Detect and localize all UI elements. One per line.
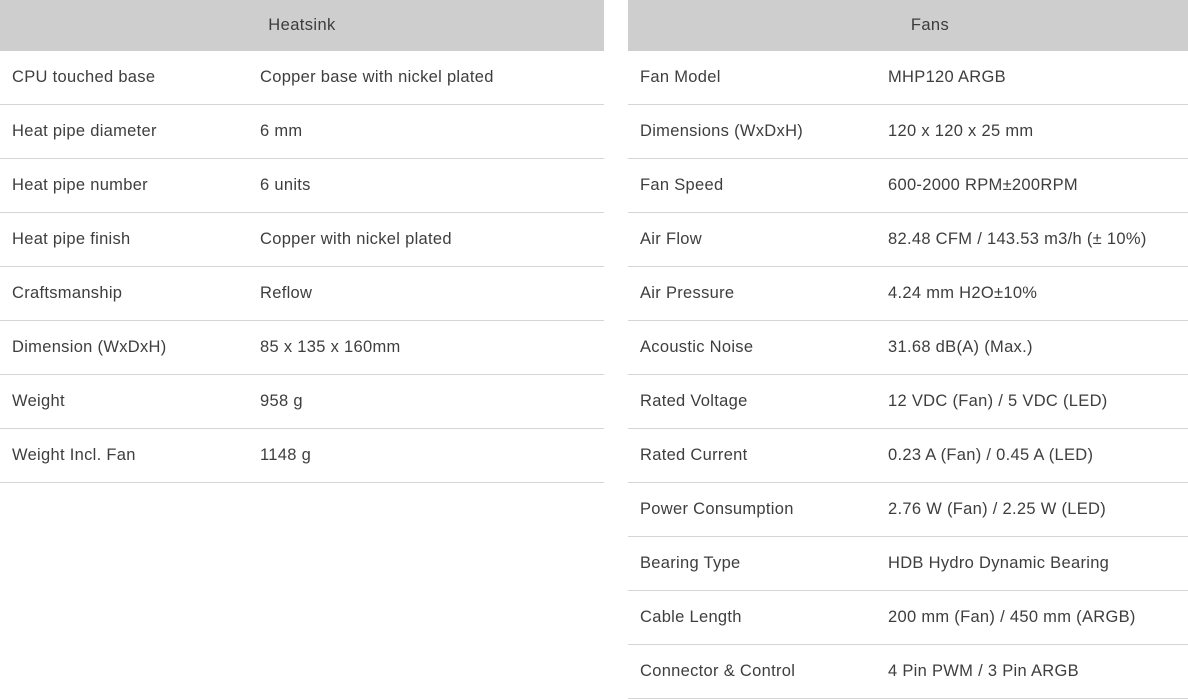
spec-label: Heat pipe number (12, 176, 148, 194)
table-row (0, 213, 604, 267)
table-row (628, 159, 1188, 213)
table-row (628, 483, 1188, 537)
spec-value: 12 VDC (Fan) / 5 VDC (LED) (888, 392, 1108, 410)
table-row (628, 321, 1188, 375)
spec-label: Weight Incl. Fan (12, 446, 136, 464)
spec-value: 6 mm (260, 122, 303, 140)
table-row (0, 105, 604, 159)
spec-label: Bearing Type (640, 554, 741, 572)
spec-value: Copper base with nickel plated (260, 68, 494, 86)
fans-table-header (628, 0, 1188, 51)
spec-label: Dimension (WxDxH) (12, 338, 167, 356)
spec-value: 120 x 120 x 25 mm (888, 122, 1034, 140)
spec-label: Fan Model (640, 68, 721, 86)
spec-label: Craftsmanship (12, 284, 123, 302)
spec-label: Heat pipe finish (12, 230, 131, 248)
heatsink-table-rows (0, 51, 604, 483)
spec-value: 31.68 dB(A) (Max.) (888, 338, 1033, 356)
table-row (628, 429, 1188, 483)
spec-value: 200 mm (Fan) / 450 mm (ARGB) (888, 608, 1136, 626)
spec-label: Connector & Control (640, 662, 796, 680)
spec-label: Weight (12, 392, 65, 410)
fans-table-title: Fans (910, 16, 950, 34)
table-row (0, 429, 604, 483)
table-row (628, 105, 1188, 159)
table-row (628, 51, 1188, 105)
table-row (628, 591, 1188, 645)
spec-label: Air Pressure (640, 284, 735, 302)
spec-label: Cable Length (640, 608, 742, 626)
spec-value: HDB Hydro Dynamic Bearing (888, 554, 1110, 572)
spec-label: Power Consumption (640, 500, 794, 518)
spec-value: 82.48 CFM / 143.53 m3/h (± 10%) (888, 230, 1147, 248)
spec-value: 6 units (260, 176, 311, 194)
table-row (0, 159, 604, 213)
spec-label: Air Flow (640, 230, 702, 248)
spec-label: Rated Current (640, 446, 748, 464)
fans-table-rows (628, 51, 1188, 699)
heatsink-table-header (0, 0, 604, 51)
table-row (0, 51, 604, 105)
spec-label: CPU touched base (12, 68, 156, 86)
spec-label: Rated Voltage (640, 392, 748, 410)
table-row (0, 267, 604, 321)
table-row (0, 375, 604, 429)
spec-value: 4 Pin PWM / 3 Pin ARGB (888, 662, 1079, 680)
spec-value: 4.24 mm H2O±10% (888, 284, 1038, 302)
spec-label: Fan Speed (640, 176, 724, 194)
spec-label: Acoustic Noise (640, 338, 754, 356)
spec-value: MHP120 ARGB (888, 68, 1006, 86)
table-row (0, 321, 604, 375)
spec-value: Reflow (260, 284, 313, 302)
spec-value: 600-2000 RPM±200RPM (888, 176, 1078, 194)
table-row (628, 537, 1188, 591)
spec-value: 2.76 W (Fan) / 2.25 W (LED) (888, 500, 1107, 518)
spec-value: Copper with nickel plated (260, 230, 452, 248)
table-row (628, 375, 1188, 429)
spec-value: 958 g (260, 392, 303, 410)
table-row (628, 213, 1188, 267)
spec-label: Heat pipe diameter (12, 122, 157, 140)
heatsink-table-title: Heatsink (268, 16, 336, 34)
spec-value: 1148 g (260, 446, 312, 464)
spec-value: 0.23 A (Fan) / 0.45 A (LED) (888, 446, 1094, 464)
table-row (628, 645, 1188, 699)
spec-label: Dimensions (WxDxH) (640, 122, 804, 140)
fans-spec-table (628, 0, 1188, 699)
spec-value: 85 x 135 x 160mm (260, 338, 401, 356)
table-row (628, 267, 1188, 321)
